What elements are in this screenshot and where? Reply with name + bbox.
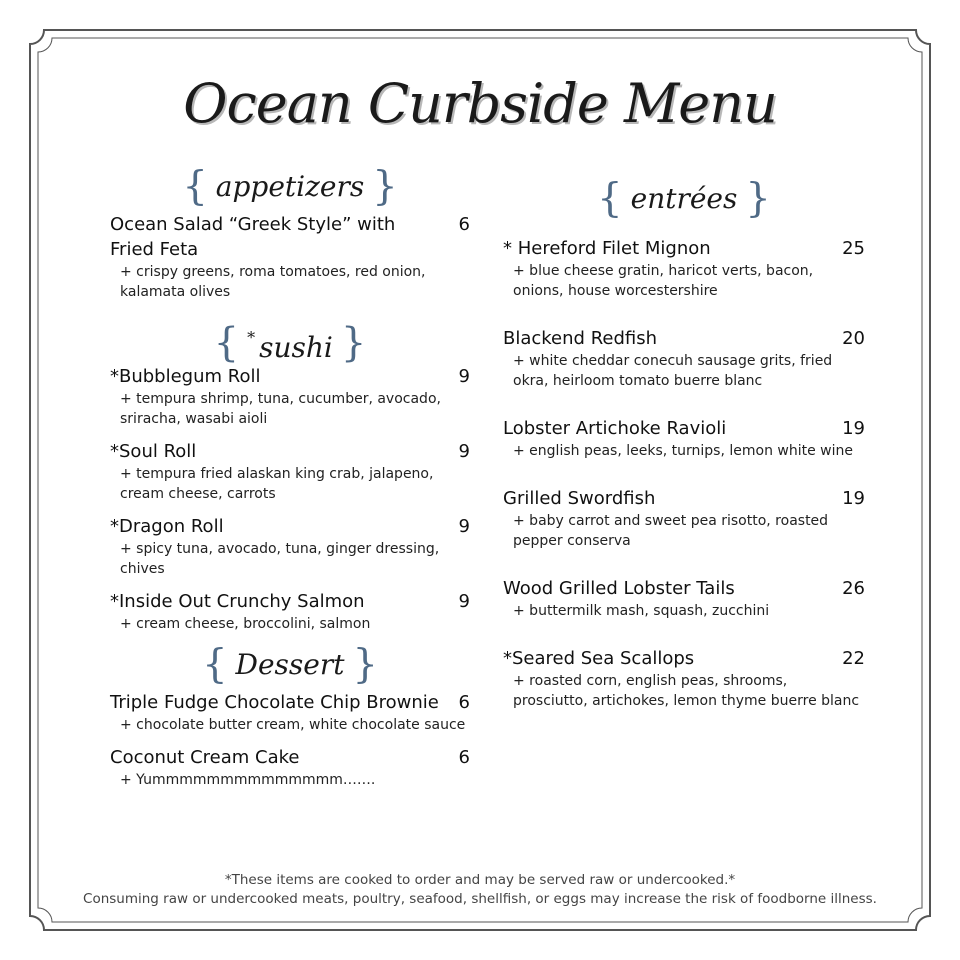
menu-item-row	[110, 514, 470, 539]
menu-item-row	[503, 646, 865, 671]
section-label: Dessert	[235, 647, 345, 681]
item-list-dessert	[110, 690, 470, 790]
item-description: + blue cheese gratin, haricot verts, bacon, onions, house worcestershire	[513, 263, 814, 299]
menu-title: Ocean Curbside Menu	[183, 72, 777, 135]
menu-item	[110, 212, 470, 302]
item-description: + english peas, leeks, turnips, lemon white wine	[513, 443, 853, 459]
item-description: + crispy greens, roma tomatoes, red onion, kalamata olives	[120, 264, 426, 300]
menu-item-row	[503, 326, 865, 351]
item-name: Lobster Artichoke Ravioli	[503, 418, 727, 439]
left-brace-icon: {	[597, 175, 623, 222]
item-description: + cream cheese, broccolini, salmon	[120, 616, 371, 632]
item-description: + spicy tuna, avocado, tuna, ginger dressing, chives	[120, 541, 440, 577]
menu-item	[503, 576, 865, 621]
right-column	[503, 172, 865, 736]
menu-item	[110, 690, 470, 735]
item-name: Coconut Cream Cake	[110, 747, 300, 768]
item-name: *Inside Out Crunchy Salmon	[110, 591, 365, 612]
item-description: + Yummmmmmmmmmmmmm…….	[120, 772, 376, 788]
item-list-appetizers	[110, 212, 470, 302]
section-label: appetizers	[215, 169, 365, 203]
item-name: *Soul Roll	[110, 441, 197, 462]
menu-item	[110, 439, 470, 504]
menu-item-row	[503, 416, 865, 441]
item-description: + baby carrot and sweet pea risotto, roasted pepper conserva	[513, 513, 829, 549]
asterisk-marker: *	[247, 328, 256, 347]
right-brace-icon: }	[745, 175, 771, 222]
item-price: 9	[458, 591, 470, 612]
menu-item-row	[110, 589, 470, 614]
menu-item-row	[110, 690, 470, 715]
item-price: 9	[458, 441, 470, 462]
item-name: *Bubblegum Roll	[110, 366, 261, 387]
item-description: + chocolate butter cream, white chocolate sauce	[120, 717, 466, 733]
menu-item	[110, 514, 470, 579]
left-brace-icon: {	[213, 320, 240, 366]
disclaimer-line-2: Consuming raw or undercooked meats, poultry, seafood, shellfish, or eggs may increase the risk of foodborne illness.	[83, 891, 877, 907]
menu-item-row	[110, 364, 470, 389]
item-price: 6	[458, 692, 470, 713]
menu-item-row	[110, 439, 470, 464]
section-heading-sushi	[110, 312, 470, 364]
menu-item-row	[110, 212, 470, 262]
item-description: + roasted corn, english peas, shrooms, prosciutto, artichokes, lemon thyme buerre blanc	[513, 673, 860, 709]
item-price: 19	[842, 488, 865, 509]
disclaimer-line-1: *These items are cooked to order and may be served raw or undercooked.*	[224, 872, 736, 888]
item-description: + white cheddar conecuh sausage grits, fried okra, heirloom tomato buerre blanc	[513, 353, 833, 389]
menu-item-row	[503, 576, 865, 601]
item-price: 19	[842, 418, 865, 439]
item-price: 6	[458, 747, 470, 768]
menu-item-row	[503, 486, 865, 511]
right-brace-icon: }	[340, 320, 367, 366]
allergy-disclaimer	[0, 871, 960, 909]
item-list-entrees	[503, 236, 865, 711]
left-brace-icon: {	[202, 641, 228, 688]
item-description: + tempura fried alaskan king crab, jalapeno, cream cheese, carrots	[120, 466, 434, 502]
item-price: 26	[842, 578, 865, 599]
menu-item	[110, 364, 470, 429]
item-name: Triple Fudge Chocolate Chip Brownie	[110, 692, 439, 713]
left-brace-icon: {	[182, 163, 208, 210]
menu-item	[110, 745, 470, 790]
menu-item-row	[503, 236, 865, 261]
item-price: 25	[842, 238, 865, 259]
left-column	[110, 160, 470, 800]
section-heading-appetizers	[110, 160, 470, 212]
section-label: entrées	[630, 181, 738, 215]
item-price: 20	[842, 328, 865, 349]
item-price: 6	[458, 214, 470, 235]
item-name: * Hereford Filet Mignon	[503, 238, 711, 259]
menu-item	[503, 326, 865, 391]
section-heading-dessert	[110, 638, 470, 690]
menu-item	[503, 486, 865, 551]
item-description: + buttermilk mash, squash, zucchini	[513, 603, 770, 619]
item-name: Wood Grilled Lobster Tails	[503, 578, 735, 599]
item-price: 9	[458, 516, 470, 537]
menu-item	[503, 236, 865, 301]
item-name: Blackend Redfish	[503, 328, 658, 349]
section-heading-entrees	[503, 172, 865, 224]
item-name: Ocean Salad “Greek Style” with Fried Feta	[110, 214, 396, 260]
item-name: *Seared Sea Scallops	[503, 648, 695, 669]
item-name: Grilled Swordfish	[503, 488, 656, 509]
item-name: *Dragon Roll	[110, 516, 224, 537]
right-brace-icon: }	[352, 641, 378, 688]
item-price: 22	[842, 648, 865, 669]
item-price: 9	[458, 366, 470, 387]
section-label: sushi	[259, 331, 333, 364]
item-list-sushi	[110, 364, 470, 634]
right-brace-icon: }	[372, 163, 398, 210]
menu-item-row	[110, 745, 470, 770]
item-description: + tempura shrimp, tuna, cucumber, avocado, sriracha, wasabi aioli	[120, 391, 441, 427]
menu-item	[110, 589, 470, 634]
menu-item	[503, 416, 865, 461]
menu-item	[503, 646, 865, 711]
